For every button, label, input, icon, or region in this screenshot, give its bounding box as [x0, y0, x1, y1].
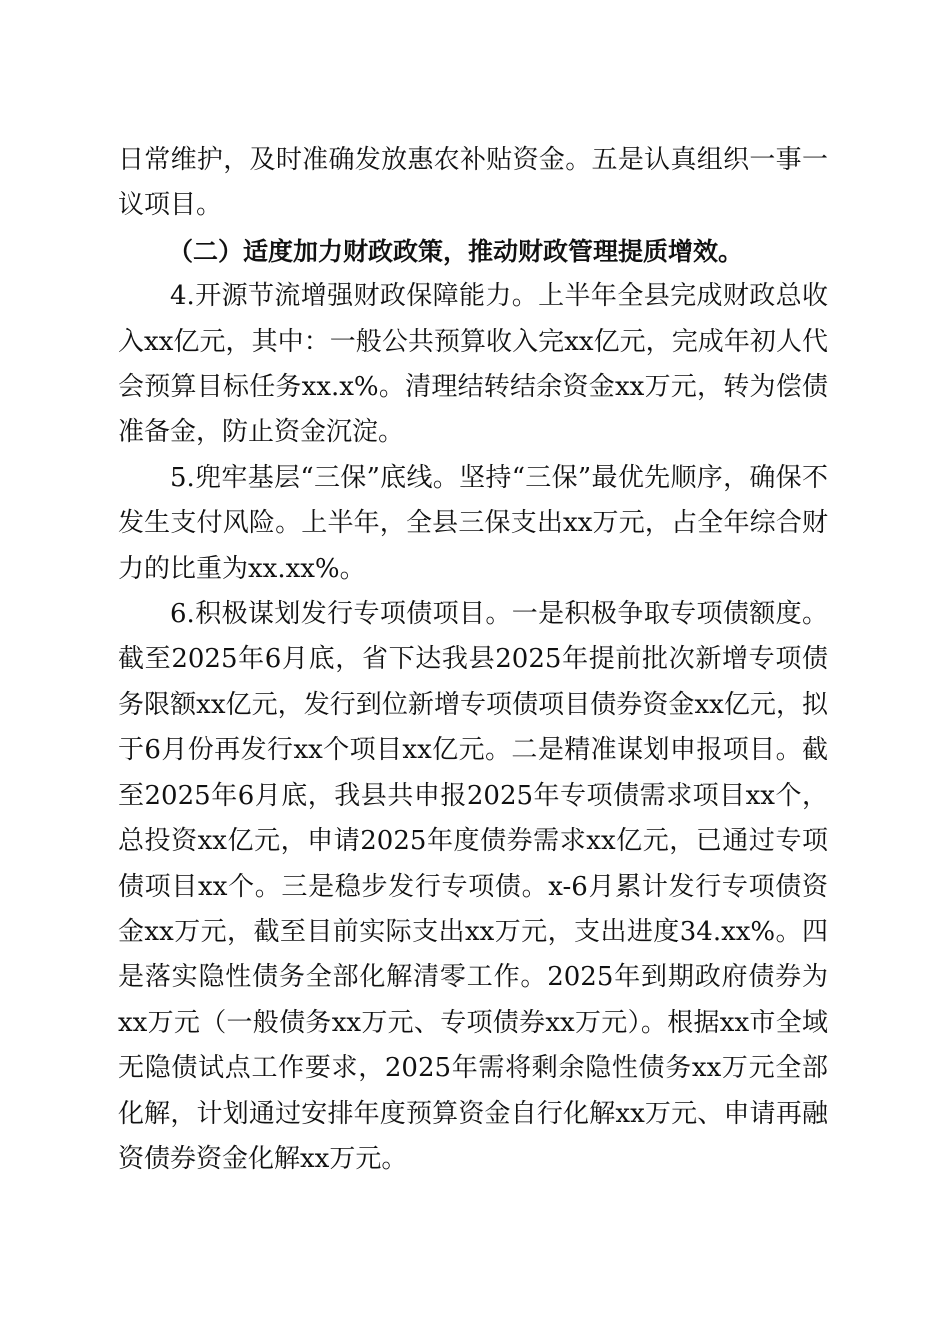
paragraph-fiscal-capacity: 4.开源节流增强财政保障能力。上半年全县完成财政总收入xx亿元，其中：一般公共预算收入完xx亿元，完成年初人代会预算目标任务xx.x%。清理结转结余资金xx万元，转为偿债准备金，防止资金沉淀。: [118, 281, 828, 448]
paragraph-three-guarantees: 5.兜牢基层“三保”底线。坚持“三保”最优先顺序，确保不发生支付风险。上半年，全县三保支出xx万元，占全年综合财力的比重为xx.xx%。: [118, 462, 828, 584]
paragraph-special-bonds: 6.积极谋划发行专项债项目。一是积极争取专项债额度。截至2025年6月底，省下达我县2025年提前批次新增专项债务限额xx亿元，发行到位新增专项债项目债券资金xx亿元，拟于6月份再发行xx个项目xx亿元。二是精准谋划申报项目。截至2025年6月底，我县共申报2025年专项债需求项目xx个，总投资xx亿元，申请2025年度债券需求xx亿元，已通过专项债项目xx个。三是稳步发行专项债。x-6月累计发行专项债资金xx万元，截至目前实际支出xx万元，支出进度34.xx%。四是落实隐性债务全部化解清零工作。2025年到期政府债券为xx万元（一般债务xx万元、专项债券xx万元）。根据xx市全域无隐债试点工作要求，2025年需将剩余隐性债务xx万元全部化解，计划通过安排年度预算资金自行化解xx万元、申请再融资债券资金化解xx万元。: [118, 599, 828, 1174]
section-heading: （二）适度加力财政政策，推动财政管理提质增效。: [168, 236, 744, 266]
continued-paragraph: 日常维护，及时准确发放惠农补贴资金。五是认真组织一事一议项目。: [118, 145, 828, 221]
document-body: [118, 138, 828, 1182]
